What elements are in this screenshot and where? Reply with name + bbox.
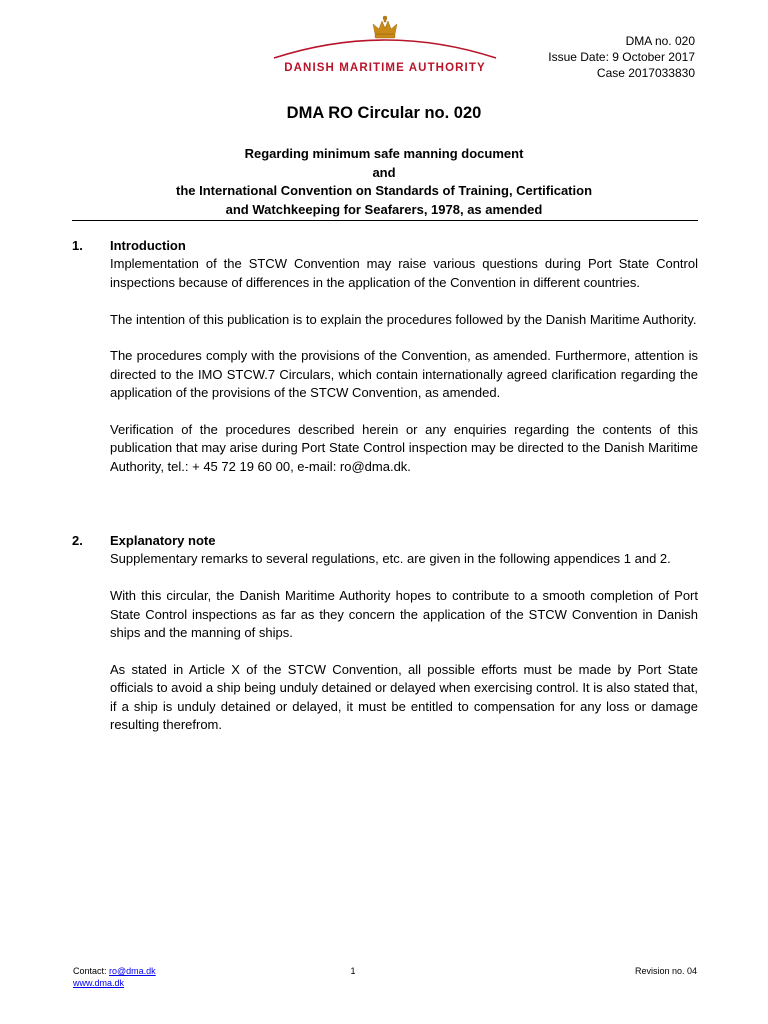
- page-number: 1: [350, 966, 356, 976]
- subtitle: [0, 145, 768, 219]
- document-reference: [548, 33, 695, 81]
- section-introduction: [72, 237, 698, 495]
- revision-number: Revision no. 04: [634, 966, 697, 976]
- subtitle-line: and: [372, 164, 396, 180]
- section-number: 2.: [72, 533, 83, 548]
- dma-number: DMA no. 020: [625, 34, 695, 48]
- case-number: Case 2017033830: [596, 66, 695, 80]
- paragraph: Verification of the procedures described herein or any enquiries regarding the contents of this publication that may arise during Port State Control inspection may be directed to the Danish Maritime Authority, tel.: + 45 72 19 60 00, e-mail: ro@dma.dk.: [110, 422, 698, 474]
- paragraph: With this circular, the Danish Maritime Authority hopes to contribute to a smooth completion of Port State Control inspections as far as they concern the application of the STCW Convention in Danish ships and the manning of ships.: [110, 588, 698, 641]
- logo-wordmark: DANISH MARITIME AUTHORITY: [284, 62, 486, 74]
- crown-icon: [373, 16, 397, 38]
- subtitle-line: the International Convention on Standards of Training, Certification: [175, 183, 593, 198]
- dma-logo: [272, 14, 498, 74]
- contact-email-link[interactable]: ro@dma.dk: [109, 966, 156, 976]
- paragraph: Supplementary remarks to several regulations, etc. are given in the following appendices 1 and 2.: [110, 551, 671, 567]
- issue-date: Issue Date: 9 October 2017: [548, 50, 695, 64]
- crown-arc-emblem: [272, 14, 498, 62]
- section-number: 1.: [72, 238, 83, 253]
- website-link[interactable]: www.dma.dk: [73, 977, 125, 988]
- paragraph: Implementation of the STCW Convention may raise various questions during Port State Control inspections because of differences in the application of the Convention in different countries.: [110, 256, 698, 290]
- contact-label: Contact:: [73, 966, 110, 976]
- paragraph: As stated in Article X of the STCW Convention, all possible efforts must be made by Port State officials to avoid a ship being unduly detained or delayed when exercising control. It is also stated that, if a ship is unduly detained or delayed, it must be entitled to compensation for any loss or damage resulting therefrom.: [110, 661, 699, 733]
- section-heading: Explanatory note: [110, 533, 216, 548]
- divider: [72, 220, 698, 221]
- section-explanatory-note: [72, 532, 698, 753]
- paragraph: The intention of this publication is to explain the procedures followed by the Danish Maritime Authority.: [110, 311, 697, 327]
- paragraph: The procedures comply with the provisions of the Convention, as amended. Furthermore, attention is directed to the IMO STCW.7 Circulars, which contain internationally agreed clarification regarding the application of the provisions of the STCW Convention, as amended.: [110, 348, 698, 401]
- page-title: DMA RO Circular no. 020: [286, 104, 482, 122]
- section-heading: Introduction: [110, 238, 186, 253]
- subtitle-line: and Watchkeeping for Seafarers, 1978, as amended: [225, 201, 543, 217]
- subtitle-line: Regarding minimum safe manning document: [244, 146, 524, 161]
